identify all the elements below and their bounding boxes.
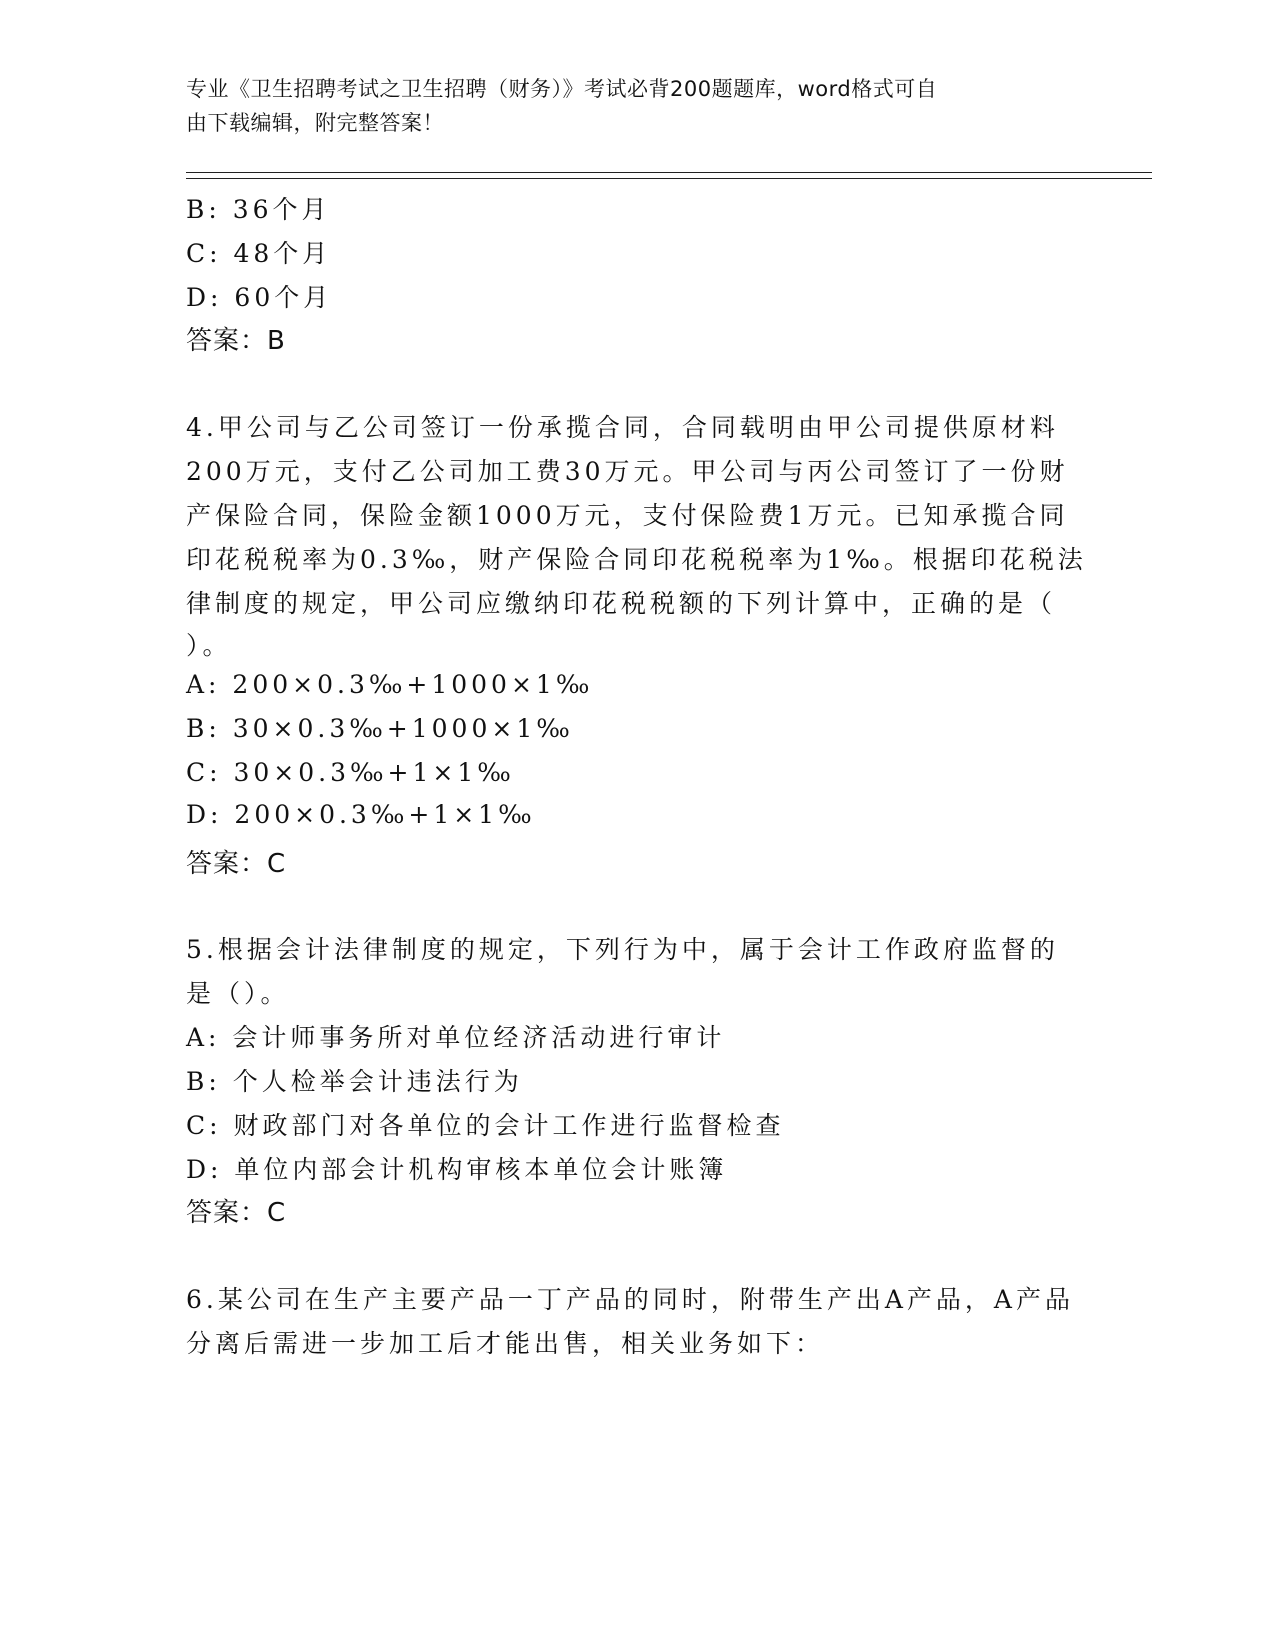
header-rule-top: [186, 172, 1152, 173]
header-line-1: 专业《卫生招聘考试之卫生招聘（财务）》考试必背200题题库，word格式可自: [186, 77, 938, 101]
q4-stem-line: 印花税税率为0.3‰，财产保险合同印花税税率为1‰。根据印花税法: [186, 545, 1087, 574]
q4-stem-line: 产保险合同，保险金额1000万元，支付保险费1万元。已知承揽合同: [186, 501, 1069, 530]
document-header: [186, 72, 1066, 140]
q4-stem-line: ）。: [186, 631, 232, 660]
q3-answer: 答案：B: [186, 326, 286, 356]
q4-stem-line: 4.甲公司与乙公司签订一份承揽合同，合同载明由甲公司提供原材料: [186, 413, 1059, 442]
q4-stem-line: 律制度的规定，甲公司应缴纳印花税税额的下列计算中，正确的是（: [186, 589, 1057, 618]
q6-stem-line: 分离后需进一步加工后才能出售，相关业务如下：: [186, 1329, 825, 1358]
q5-answer: 答案：C: [186, 1198, 287, 1228]
q4-option-d: D: 200×0.3‰+1×1‰: [186, 800, 536, 829]
q3-option-b: B: 36个月: [186, 195, 331, 224]
q5-stem-line: 是（）。: [186, 979, 290, 1008]
q5-option-b: B: 个人检举会计违法行为: [186, 1067, 523, 1096]
q5-option-a: A: 会计师事务所对单位经济活动进行审计: [186, 1023, 726, 1052]
q3-option-c: C: 48个月: [186, 239, 332, 268]
q4-stem-line: 200万元，支付乙公司加工费30万元。甲公司与丙公司签订了一份财: [186, 457, 1069, 486]
q6-stem-line: 6.某公司在生产主要产品一丁产品的同时，附带生产出A产品，A产品: [186, 1285, 1074, 1314]
q4-option-c: C: 30×0.3‰+1×1‰: [186, 758, 515, 787]
header-line-2: 由下载编辑，附完整答案！: [186, 111, 444, 135]
header-rule-bottom: [186, 178, 1152, 179]
q3-option-d: D: 60个月: [186, 283, 333, 312]
q4-answer: 答案：C: [186, 849, 287, 879]
q5-option-d: D: 单位内部会计机构审核本单位会计账簿: [186, 1155, 728, 1184]
q4-option-a: A: 200×0.3‰+1000×1‰: [186, 670, 594, 699]
q5-stem-line: 5.根据会计法律制度的规定，下列行为中，属于会计工作政府监督的: [186, 935, 1059, 964]
q4-option-b: B: 30×0.3‰+1000×1‰: [186, 714, 574, 743]
q5-option-c: C: 财政部门对各单位的会计工作进行监督检查: [186, 1111, 785, 1140]
